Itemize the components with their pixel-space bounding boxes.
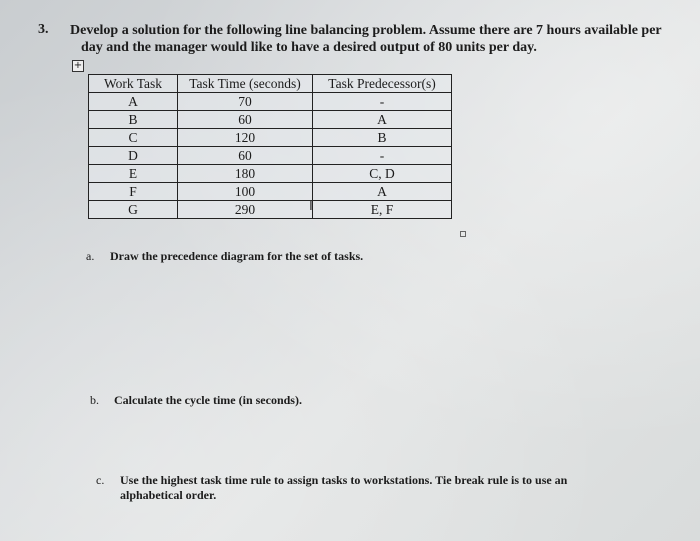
cell-predecessor: -: [313, 93, 452, 111]
table-row: [89, 147, 452, 165]
cell-time: 70: [178, 93, 313, 111]
cell-task: C: [89, 129, 178, 147]
table-row: [89, 201, 452, 219]
cell-task: G: [89, 201, 178, 219]
cell-predecessor: C, D: [313, 165, 452, 183]
table-row: [89, 165, 452, 183]
header-task-time: Task Time (seconds): [178, 75, 313, 93]
part-a: [86, 249, 363, 264]
cell-time: 60: [178, 147, 313, 165]
part-c-text: Use the highest task time rule to assign tasks to workstations. Tie break rule is to use an: [120, 473, 568, 487]
question-prompt: [70, 22, 670, 56]
part-b-text: Calculate the cycle time (in seconds).: [114, 393, 302, 407]
table-header-row: [89, 75, 452, 93]
part-b-label: b.: [90, 393, 99, 407]
cell-time: 60: [178, 111, 313, 129]
cell-task: D: [89, 147, 178, 165]
question-prompt-line1: Develop a solution for the following line balancing problem. Assume there are 7 hours available per: [70, 23, 662, 38]
cell-time: 180: [178, 165, 313, 183]
cell-task: F: [89, 183, 178, 201]
part-c-label: c.: [96, 473, 105, 487]
question-prompt-line2: day and the manager would like to have a desired output of 80 units per day.: [81, 40, 537, 55]
cell-time: 120: [178, 129, 313, 147]
cell-task: A: [89, 93, 178, 111]
cell-task: E: [89, 165, 178, 183]
cell-predecessor: B: [313, 129, 452, 147]
part-a-label: a.: [86, 249, 95, 263]
question-number: 3.: [38, 22, 49, 37]
part-c-text-line2: alphabetical order.: [120, 488, 217, 502]
cell-predecessor: A: [313, 183, 452, 201]
cell-predecessor: E, F: [313, 201, 452, 219]
part-a-text: Draw the precedence diagram for the set of tasks.: [110, 249, 364, 263]
header-predecessors: Task Predecessor(s): [313, 75, 452, 93]
cell-time: 290: [178, 201, 313, 219]
cell-time: 100: [178, 183, 313, 201]
cell-task: B: [89, 111, 178, 129]
table-row: [89, 183, 452, 201]
table-row: [89, 129, 452, 147]
text-cursor-icon: I: [309, 199, 313, 214]
plus-box-icon[interactable]: +: [73, 60, 83, 71]
table-row: [89, 111, 452, 129]
table-row: [89, 93, 452, 111]
part-c: [96, 473, 616, 503]
table-resize-handle[interactable]: [460, 231, 466, 237]
task-table: [88, 74, 452, 219]
part-b: [90, 393, 302, 408]
header-work-task: Work Task: [89, 75, 178, 93]
cell-predecessor: A: [313, 111, 452, 129]
cell-predecessor: -: [313, 147, 452, 165]
